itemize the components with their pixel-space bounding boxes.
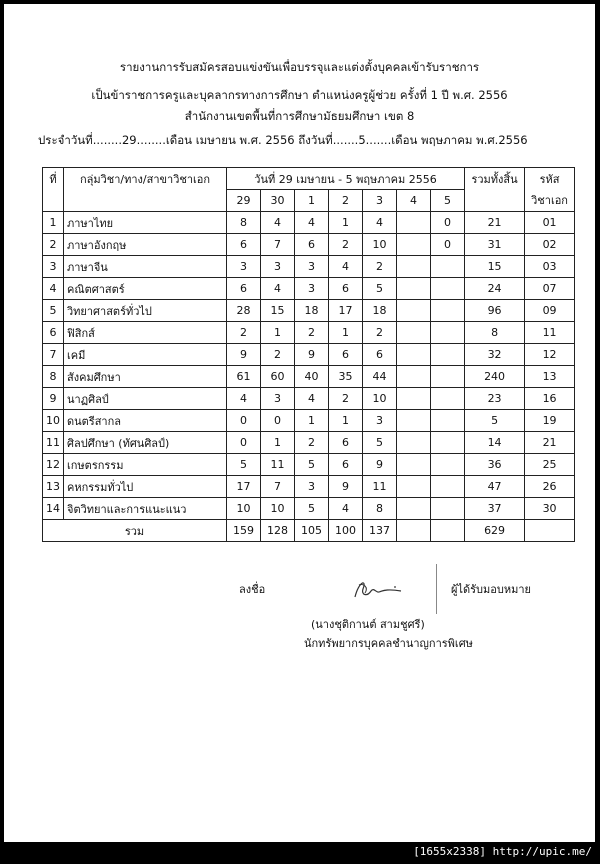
footer-text: [1655x2338] http://upic.me/ [413,845,592,858]
report-title: รายงานการรับสมัครสอบแข่งขันเพื่อบรรจุและแต่งตั้งบุคคลเข้ารับราชการ [119,60,480,74]
subject-name: ฟิสิกส์ [64,322,227,344]
day-count: 0 [227,410,261,432]
subject-code: 25 [525,454,575,476]
day-count [431,300,465,322]
row-number: 7 [43,344,64,366]
day-count [431,344,465,366]
day-count [431,388,465,410]
subject-name: นาฏศิลป์ [64,388,227,410]
day-count [397,234,431,256]
day-count: 11 [261,454,295,476]
row-number: 3 [43,256,64,278]
table-row [43,410,575,432]
day-count: 11 [363,476,397,498]
table-row [43,498,575,520]
day-count: 1 [329,410,363,432]
row-number: 10 [43,410,64,432]
day-count [397,256,431,278]
subject-code: 21 [525,432,575,454]
subject-name: คหกรรมทั่วไป [64,476,227,498]
header-code-cont: วิชาเอก [525,190,575,212]
header-subject-cont [64,190,227,212]
day-count [397,410,431,432]
day-header: 1 [295,190,329,212]
day-count: 3 [227,256,261,278]
day-count: 5 [363,278,397,300]
subject-code: 07 [525,278,575,300]
subject-name: เคมี [64,344,227,366]
row-number: 4 [43,278,64,300]
day-count: 5 [363,432,397,454]
day-count: 2 [227,322,261,344]
row-total: 36 [465,454,525,476]
day-count: 4 [329,498,363,520]
day-count [431,322,465,344]
day-count: 6 [295,234,329,256]
header-no-cont [43,190,64,212]
day-count [431,432,465,454]
table-row [43,454,575,476]
table-header-row [43,168,575,190]
day-count: 4 [261,278,295,300]
day-count: 3 [295,278,329,300]
row-total: 240 [465,366,525,388]
table-row [43,234,575,256]
day-count: 6 [227,278,261,300]
day-count [397,278,431,300]
day-count: 3 [363,410,397,432]
sum-cell: 159 [227,520,261,542]
day-count: 9 [329,476,363,498]
day-count: 61 [227,366,261,388]
day-count: 1 [261,432,295,454]
subject-code: 03 [525,256,575,278]
grand-total: 629 [465,520,525,542]
day-count [397,366,431,388]
row-number: 13 [43,476,64,498]
handwritten-signature [349,575,409,605]
day-count [431,498,465,520]
day-count [431,410,465,432]
subject-name: ภาษาอังกฤษ [64,234,227,256]
sum-cell [431,520,465,542]
day-count: 40 [295,366,329,388]
day-count: 0 [227,432,261,454]
subject-code: 13 [525,366,575,388]
day-count: 18 [295,300,329,322]
subject-code: 09 [525,300,575,322]
day-count: 8 [227,212,261,234]
day-count: 9 [227,344,261,366]
day-count: 5 [227,454,261,476]
header-subject: กลุ่มวิชา/ทาง/สาขาวิชาเอก [64,168,227,190]
day-header: 2 [329,190,363,212]
day-count: 8 [363,498,397,520]
day-count [397,322,431,344]
day-count [431,256,465,278]
table-body [43,212,575,520]
day-count: 6 [329,344,363,366]
row-total: 5 [465,410,525,432]
day-count: 2 [295,432,329,454]
sum-row [43,520,575,542]
table-row [43,476,575,498]
subject-code: 16 [525,388,575,410]
day-count: 28 [227,300,261,322]
row-total: 32 [465,344,525,366]
day-count: 5 [295,454,329,476]
row-total: 47 [465,476,525,498]
day-count: 10 [261,498,295,520]
table-row [43,322,575,344]
day-count: 7 [261,476,295,498]
sum-cell: 128 [261,520,295,542]
image-host-footer [0,845,600,864]
day-count: 35 [329,366,363,388]
day-count: 6 [329,454,363,476]
row-total: 96 [465,300,525,322]
day-count: 10 [363,234,397,256]
day-count [397,300,431,322]
subject-code: 12 [525,344,575,366]
subject-name: วิทยาศาสตร์ทั่วไป [64,300,227,322]
table-row [43,212,575,234]
table-row [43,432,575,454]
subject-name: เกษตรกรรม [64,454,227,476]
day-count: 4 [295,388,329,410]
subject-code: 02 [525,234,575,256]
subject-name: คณิตศาสตร์ [64,278,227,300]
day-header: 30 [261,190,295,212]
row-total: 37 [465,498,525,520]
table-row [43,278,575,300]
day-count: 10 [227,498,261,520]
day-count: 2 [363,256,397,278]
subject-name: สังคมศึกษา [64,366,227,388]
row-number: 1 [43,212,64,234]
day-count [397,476,431,498]
subject-code: 01 [525,212,575,234]
day-count: 9 [363,454,397,476]
day-count: 0 [431,212,465,234]
day-count: 1 [295,410,329,432]
day-count: 6 [329,432,363,454]
sum-code [525,520,575,542]
day-count [431,476,465,498]
day-count: 6 [329,278,363,300]
row-number: 2 [43,234,64,256]
table-row [43,256,575,278]
row-number: 11 [43,432,64,454]
day-count: 4 [227,388,261,410]
day-count: 4 [363,212,397,234]
table-row [43,388,575,410]
day-count: 10 [363,388,397,410]
day-count: 3 [295,476,329,498]
day-count [431,366,465,388]
day-count: 9 [295,344,329,366]
day-count: 0 [431,234,465,256]
subject-code: 19 [525,410,575,432]
row-total: 14 [465,432,525,454]
row-number: 12 [43,454,64,476]
signer-position: นักทรัพยากรบุคคลชำนาญการพิเศษ [304,637,473,650]
day-count: 4 [295,212,329,234]
day-count: 6 [363,344,397,366]
day-count: 17 [329,300,363,322]
subject-name: ดนตรีสากล [64,410,227,432]
day-count: 60 [261,366,295,388]
applicant-table [42,167,575,542]
table-subheader-row [43,190,575,212]
day-count [431,454,465,476]
subject-name: ภาษาไทย [64,212,227,234]
day-count: 3 [295,256,329,278]
subject-code: 30 [525,498,575,520]
day-header: 5 [431,190,465,212]
day-count: 2 [295,322,329,344]
day-count: 6 [227,234,261,256]
row-number: 9 [43,388,64,410]
day-count: 1 [329,212,363,234]
sum-cell: 137 [363,520,397,542]
sum-cell: 100 [329,520,363,542]
day-count: 0 [261,410,295,432]
day-count: 2 [363,322,397,344]
row-total: 23 [465,388,525,410]
day-header: 4 [397,190,431,212]
day-header: 3 [363,190,397,212]
header-total-cont [465,190,525,212]
row-number: 8 [43,366,64,388]
signer-name: (นางชุติกานต์ สามชูศรี) [311,618,425,631]
day-count: 2 [329,234,363,256]
day-header: 29 [227,190,261,212]
day-count: 15 [261,300,295,322]
day-count [397,432,431,454]
header-total: รวมทั้งสิ้น [465,168,525,190]
day-count: 3 [261,388,295,410]
day-count: 3 [261,256,295,278]
table-row [43,344,575,366]
sign-label: ลงชื่อ [239,583,266,596]
day-count: 2 [261,344,295,366]
day-count: 4 [261,212,295,234]
sum-cell: 105 [295,520,329,542]
report-subtitle: เป็นข้าราชการครูและบุคลากรทางการศึกษา ตำแหน่งครูผู้ช่วย ครั้งที่ 1 ปี พ.ศ. 2556 [91,88,508,102]
sum-cell [397,520,431,542]
subject-name: จิตวิทยาและการแนะแนว [64,498,227,520]
row-total: 31 [465,234,525,256]
sum-label: รวม [43,520,227,542]
row-total: 21 [465,212,525,234]
day-count [397,388,431,410]
subject-name: ศิลปศึกษา (ทัศนศิลป์) [64,432,227,454]
day-count [397,212,431,234]
day-count [397,454,431,476]
header-no: ที่ [43,168,64,190]
subject-name: ภาษาจีน [64,256,227,278]
row-total: 15 [465,256,525,278]
day-count: 18 [363,300,397,322]
report-period: ประจำวันที่........29........เดือน เมษายน พ.ศ. 2556 ถึงวันที่.......5.......เดือน พฤษภาคม พ.ศ.2556 [38,133,528,147]
day-count: 44 [363,366,397,388]
receiver-label: ผู้ได้รับมอบหมาย [451,583,531,596]
table-row [43,300,575,322]
row-number: 5 [43,300,64,322]
day-count: 1 [261,322,295,344]
subject-code: 26 [525,476,575,498]
table-row [43,366,575,388]
day-count [397,498,431,520]
document-page [4,4,595,842]
day-count: 1 [329,322,363,344]
row-total: 24 [465,278,525,300]
day-count: 5 [295,498,329,520]
office-name: สำนักงานเขตพื้นที่การศึกษามัธยมศึกษา เขต 8 [184,109,415,123]
row-number: 6 [43,322,64,344]
day-count [397,344,431,366]
signature-divider [436,564,437,614]
day-count: 2 [329,388,363,410]
row-total: 8 [465,322,525,344]
header-dates: วันที่ 29 เมษายน - 5 พฤษภาคม 2556 [227,168,465,190]
day-count: 17 [227,476,261,498]
row-number: 14 [43,498,64,520]
day-count [431,278,465,300]
day-count: 4 [329,256,363,278]
day-count: 7 [261,234,295,256]
subject-code: 11 [525,322,575,344]
header-code: รหัส [525,168,575,190]
